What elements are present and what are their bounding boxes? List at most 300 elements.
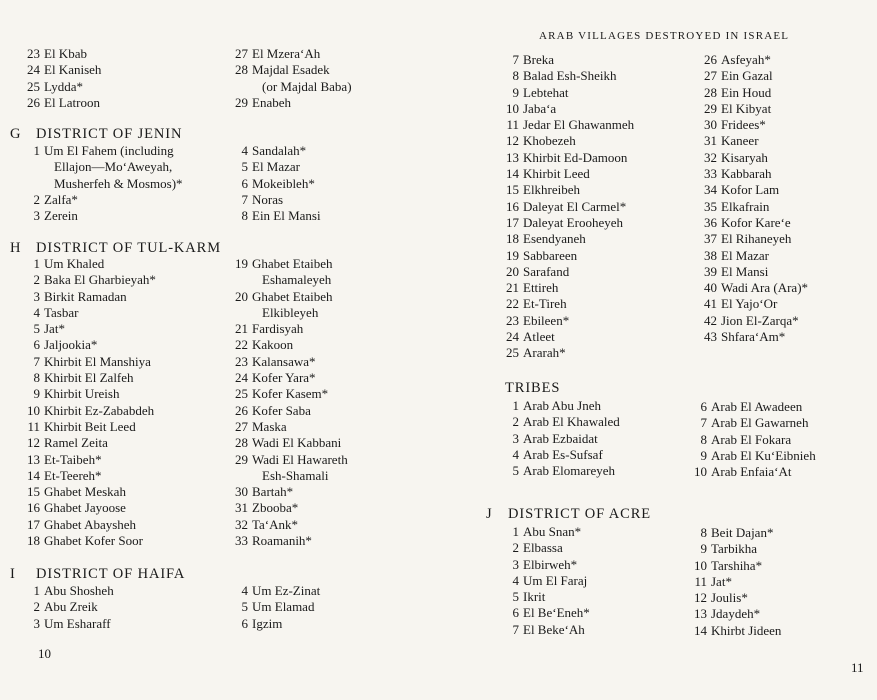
item-number: 43	[704, 329, 717, 345]
item-name	[44, 403, 154, 419]
item-name	[252, 583, 320, 599]
item-name	[721, 329, 785, 345]
section-heading	[505, 380, 560, 397]
item-number: 33	[704, 166, 717, 182]
list-item	[12, 62, 101, 78]
item-number: 1	[33, 143, 40, 158]
item-name-text: Tasbar	[44, 304, 79, 320]
item-name-text: Shfara‘Am*	[721, 329, 786, 345]
list-item	[499, 524, 590, 540]
item-name	[252, 354, 316, 370]
list-item	[499, 166, 634, 182]
item-name	[44, 208, 78, 224]
section-letter: I	[10, 566, 16, 582]
item-name	[523, 414, 620, 430]
list-item	[220, 484, 348, 500]
item-name-text: Ettireh	[523, 280, 559, 296]
section-heading	[10, 566, 185, 583]
item-name	[44, 143, 183, 192]
item-name-text: Kofer Saba	[252, 402, 311, 418]
item-number: 7	[241, 191, 248, 207]
item-name	[44, 500, 126, 516]
item-number: 24	[27, 62, 40, 78]
item-name	[711, 432, 791, 448]
item-name-text: El Yajo‘Or	[721, 296, 778, 312]
item-number: 19	[506, 247, 519, 263]
running-head: ARAB VILLAGES DESTROYED IN ISRAEL	[539, 30, 790, 42]
list-item	[12, 484, 156, 500]
item-name-text: Ikrit	[523, 589, 546, 605]
item-number: 8	[700, 525, 707, 540]
item-name	[44, 419, 136, 435]
item-name-text: Wadi El Hawareth	[252, 451, 348, 467]
item-name	[523, 182, 580, 198]
list-item	[12, 468, 156, 484]
list-item	[697, 329, 808, 345]
item-number: 16	[506, 198, 519, 214]
item-name-text: Arab El Awadeen	[711, 399, 803, 414]
item-number: 31	[235, 500, 248, 516]
item-name	[721, 296, 777, 312]
item-name	[721, 150, 768, 166]
list-item	[220, 159, 321, 175]
item-name	[523, 524, 581, 540]
item-number: 10	[694, 464, 707, 480]
item-number: 11	[506, 117, 519, 133]
list-item	[12, 289, 156, 305]
item-name	[523, 117, 634, 133]
list-item	[220, 386, 348, 402]
list-item	[697, 296, 808, 312]
item-number: 4	[33, 304, 40, 320]
item-number: 5	[241, 159, 248, 175]
item-name	[523, 573, 587, 589]
list-item	[499, 329, 634, 345]
item-number: 4	[241, 583, 248, 598]
item-number: 2	[33, 191, 40, 207]
list-item	[220, 143, 321, 159]
list-item	[499, 231, 634, 247]
item-name-text: Fridees*	[721, 117, 766, 133]
list-item	[697, 199, 808, 215]
item-name	[721, 117, 766, 133]
item-name-text: Khobezeh	[523, 133, 576, 149]
item-name	[523, 101, 556, 117]
item-number: 27	[235, 418, 248, 434]
list-item	[697, 231, 808, 247]
item-name	[523, 133, 576, 149]
item-name	[721, 199, 769, 215]
item-number: 8	[512, 68, 519, 84]
item-name	[523, 199, 626, 215]
item-name	[523, 52, 554, 68]
item-number: 9	[512, 84, 519, 100]
list-item	[697, 313, 808, 329]
item-number: 29	[235, 451, 248, 467]
list-item	[499, 215, 634, 231]
item-number: 5	[33, 321, 40, 337]
item-name-text: Jdaydeh*	[711, 606, 761, 622]
item-number: 14	[694, 622, 707, 638]
list-item	[499, 431, 620, 447]
item-name-text: Igzim	[252, 615, 283, 631]
list-item	[220, 500, 348, 516]
item-name	[523, 398, 601, 414]
list-item	[499, 589, 590, 605]
item-name-text: Ein Gazal	[721, 68, 773, 84]
item-name	[252, 616, 282, 632]
item-number: 25	[235, 386, 248, 402]
list-item	[499, 398, 620, 414]
item-name-continuation: Ellajon—Mo‘Aweyah,	[54, 159, 173, 175]
item-name	[44, 484, 126, 500]
item-name-text: Abu Shosheh	[44, 583, 114, 598]
item-number: 21	[235, 321, 248, 337]
item-number: 3	[512, 430, 519, 446]
item-number: 2	[512, 414, 519, 430]
list-item	[687, 606, 781, 622]
item-number: 8	[33, 370, 40, 386]
item-number: 3	[33, 288, 40, 304]
item-number: 28	[704, 84, 717, 100]
item-name-text: Zalfa*	[44, 191, 78, 207]
item-name-text: Um Khaled	[44, 256, 105, 271]
item-name-text: Khirbit El Manshiya	[44, 353, 151, 369]
item-name	[44, 256, 104, 272]
list-item	[220, 62, 352, 95]
item-name	[711, 415, 808, 431]
item-name-text: Ghabet Etaibeh	[252, 288, 333, 304]
item-name-text: Ein El Mansi	[252, 208, 321, 224]
item-number: 6	[241, 615, 248, 631]
list-item	[687, 574, 781, 590]
item-name-text: Lydda*	[44, 78, 83, 94]
item-name	[523, 248, 577, 264]
item-number: 28	[235, 62, 248, 78]
item-name	[252, 289, 333, 322]
section-title: DISTRICT OF TUL-KARM	[36, 240, 222, 256]
list-item	[687, 590, 781, 606]
item-name-text: Beit Dajan*	[711, 525, 774, 540]
item-name	[44, 468, 102, 484]
list-item	[499, 182, 634, 198]
list-item	[12, 256, 156, 272]
list-item	[220, 616, 320, 632]
item-name	[523, 622, 585, 638]
item-name-text: Kofor Kare‘e	[721, 214, 791, 230]
item-name	[252, 452, 348, 485]
item-name	[252, 159, 300, 175]
item-name	[711, 558, 762, 574]
item-name-text: Khirbit Leed	[523, 166, 590, 182]
list-item	[499, 101, 634, 117]
top-col-2	[220, 46, 352, 111]
section-heading	[10, 240, 221, 257]
item-name	[523, 329, 555, 345]
item-name	[523, 345, 566, 361]
item-number: 4	[241, 143, 248, 158]
list-item	[220, 517, 348, 533]
item-name-text: Abu Zreik	[44, 599, 98, 615]
item-number: 23	[506, 312, 519, 328]
item-number: 4	[512, 446, 519, 462]
item-name-text: Daleyat El Carmel*	[523, 198, 627, 214]
item-number: 3	[33, 208, 40, 224]
item-name-text: Asfeyah*	[721, 52, 771, 67]
item-number: 21	[506, 280, 519, 296]
list-item	[499, 345, 634, 361]
item-name-text: Ramel Zeita	[44, 435, 108, 451]
item-name-text: Baka El Gharbieyah*	[44, 272, 156, 288]
list-item	[687, 432, 816, 448]
item-name-text: Kofor Lam	[721, 182, 780, 198]
item-name	[711, 464, 792, 480]
item-name-text: Arab Elomareyeh	[523, 463, 616, 479]
haifa-col-1	[12, 583, 114, 632]
item-name	[711, 525, 773, 541]
acre-col-2	[687, 525, 781, 639]
item-name-text: Kofer Kasem*	[252, 386, 329, 402]
list-item	[220, 354, 348, 370]
item-number: 30	[235, 484, 248, 500]
list-item	[697, 150, 808, 166]
item-number: 26	[704, 52, 717, 67]
list-item	[499, 540, 590, 556]
item-name-text: Wadi El Kabbani	[252, 435, 342, 451]
item-number: 6	[241, 175, 248, 191]
list-item	[697, 68, 808, 84]
list-item	[12, 272, 156, 288]
item-name	[523, 463, 615, 479]
list-item	[12, 599, 114, 615]
item-name-text: Enabeh	[252, 94, 291, 110]
item-name-text: Kaneer	[721, 133, 759, 149]
item-number: 12	[27, 435, 40, 451]
list-item	[697, 101, 808, 117]
item-number: 8	[241, 208, 248, 224]
item-name-text: El Rihaneyeh	[721, 231, 792, 247]
item-number: 5	[512, 589, 519, 605]
item-name	[252, 370, 316, 386]
item-name-text: Ararah*	[523, 345, 566, 361]
page-number: 11	[851, 660, 864, 675]
item-name-text: Jat*	[44, 321, 65, 337]
item-number: 22	[506, 296, 519, 312]
list-item	[499, 52, 634, 68]
item-name	[44, 305, 78, 321]
item-name	[44, 62, 101, 78]
item-name-text: Arab El Ku‘Eibnieh	[711, 447, 816, 463]
item-name	[252, 500, 298, 516]
list-item	[697, 264, 808, 280]
item-name-text: Khirbit El Zalfeh	[44, 370, 134, 386]
item-name-text: Tarbikha	[711, 541, 758, 557]
item-name	[721, 52, 771, 68]
item-name-text: Khirbit Ez-Zababdeh	[44, 402, 155, 418]
item-name-text: Maska	[252, 418, 287, 434]
list-item	[499, 68, 634, 84]
list-item	[687, 525, 781, 541]
item-name	[252, 321, 303, 337]
tulkarm-col-1	[12, 256, 156, 549]
item-number: 10	[27, 402, 40, 418]
item-name-text: Um Ez-Zinat	[252, 583, 321, 598]
item-name	[252, 517, 298, 533]
item-name-text: El Beke‘Ah	[523, 621, 585, 637]
tribes-col-2	[687, 399, 816, 480]
item-number: 41	[704, 296, 717, 312]
item-name-text: Arab El Khawaled	[523, 414, 620, 430]
list-item	[12, 435, 156, 451]
item-number: 4	[512, 572, 519, 588]
item-name	[523, 540, 563, 556]
list-item	[12, 192, 183, 208]
item-name	[44, 386, 119, 402]
item-name-text: El Kbab	[44, 46, 87, 61]
item-name-text: Elbirweh*	[523, 556, 578, 572]
item-number: 23	[27, 46, 40, 61]
item-name-text: Arab Abu Jneh	[523, 398, 601, 413]
item-number: 22	[235, 337, 248, 353]
item-name	[252, 62, 352, 95]
item-number: 1	[33, 583, 40, 598]
item-name	[711, 590, 748, 606]
item-number: 2	[33, 599, 40, 615]
item-name	[44, 192, 78, 208]
item-name-continuation: Esh-Shamali	[262, 467, 329, 483]
item-number: 31	[704, 133, 717, 149]
item-name	[523, 280, 558, 296]
haifa-cont-col-2	[697, 52, 808, 345]
list-item	[12, 500, 156, 516]
item-number: 17	[27, 516, 40, 532]
section-title: DISTRICT OF HAIFA	[36, 566, 186, 582]
list-item	[12, 337, 156, 353]
item-name	[711, 606, 760, 622]
list-item	[220, 46, 352, 62]
item-number: 13	[506, 149, 519, 165]
item-name-text: Jion El-Zarqa*	[721, 312, 799, 328]
item-name-text: Jaljookia*	[44, 337, 98, 353]
item-number: 30	[704, 117, 717, 133]
item-name	[523, 166, 590, 182]
item-name	[44, 354, 151, 370]
section-letter: J	[486, 506, 493, 522]
item-name	[721, 215, 791, 231]
item-name-text: Zbooba*	[252, 500, 299, 516]
list-item	[499, 557, 590, 573]
list-item	[12, 95, 101, 111]
item-name-text: El Be‘Eneh*	[523, 605, 590, 621]
item-name	[252, 599, 314, 615]
item-name	[252, 435, 341, 451]
item-name	[711, 541, 757, 557]
list-item	[697, 280, 808, 296]
item-name	[252, 256, 333, 289]
item-name-text: Ghabet Meskah	[44, 484, 126, 500]
item-name-text: Kabbarah	[721, 166, 772, 182]
list-item	[220, 370, 348, 386]
list-item	[687, 558, 781, 574]
item-name-text: Sandalah*	[252, 143, 307, 158]
section-heading	[486, 506, 651, 523]
item-number: 5	[241, 599, 248, 615]
item-name	[711, 448, 816, 464]
item-name-text: Elbassa	[523, 540, 563, 556]
item-name-text: Jat*	[711, 573, 732, 589]
item-number: 3	[512, 556, 519, 572]
item-name-text: Kakoon	[252, 337, 294, 353]
item-number: 25	[506, 345, 519, 361]
item-number: 25	[27, 78, 40, 94]
item-name-text: Zerein	[44, 208, 78, 224]
item-name-text: Birkit Ramadan	[44, 288, 127, 304]
list-item	[220, 256, 348, 289]
list-item	[12, 403, 156, 419]
list-item	[499, 133, 634, 149]
item-name-text: Kalansawa*	[252, 353, 316, 369]
item-name	[44, 533, 143, 549]
item-name-text: Arab Ezbaidat	[523, 430, 598, 446]
item-name	[252, 176, 315, 192]
list-item	[687, 623, 781, 639]
list-item	[12, 208, 183, 224]
item-number: 24	[506, 329, 519, 345]
list-item	[499, 447, 620, 463]
item-name	[523, 85, 568, 101]
item-name	[721, 231, 791, 247]
item-number: 27	[235, 46, 248, 61]
item-name	[523, 557, 577, 573]
list-item	[12, 321, 156, 337]
item-name-text: Atleet	[523, 329, 555, 345]
item-name	[721, 68, 773, 84]
item-name	[721, 313, 799, 329]
list-item	[499, 622, 590, 638]
item-name	[252, 46, 320, 62]
list-item	[12, 46, 101, 62]
item-number: 1	[33, 256, 40, 271]
list-item	[697, 85, 808, 101]
item-name-text: Arab Es-Sufsaf	[523, 446, 603, 462]
list-item	[499, 605, 590, 621]
haifa-col-2	[220, 583, 320, 632]
item-name-text: Abu Snan*	[523, 524, 582, 539]
item-number: 40	[704, 280, 717, 296]
item-name	[523, 589, 545, 605]
item-name-text: Kofer Yara*	[252, 370, 316, 386]
item-number: 10	[694, 557, 707, 573]
item-name-text: Sabbareen	[523, 247, 578, 263]
item-name-text: Wadi Ara (Ara)*	[721, 280, 809, 296]
item-name	[711, 399, 802, 415]
item-number: 36	[704, 214, 717, 230]
list-item	[12, 452, 156, 468]
section-title: DISTRICT OF JENIN	[36, 126, 183, 142]
item-name-continuation: Elkibleyeh	[262, 304, 319, 320]
list-item	[499, 296, 634, 312]
item-number: 9	[700, 447, 707, 463]
item-name-text: El Mazar	[252, 159, 301, 175]
item-number: 26	[235, 402, 248, 418]
list-item	[220, 583, 320, 599]
item-name	[252, 337, 293, 353]
item-name-text: Joulis*	[711, 590, 748, 606]
item-number: 7	[512, 52, 519, 67]
item-name	[44, 337, 97, 353]
item-number: 6	[700, 399, 707, 414]
item-number: 24	[235, 370, 248, 386]
